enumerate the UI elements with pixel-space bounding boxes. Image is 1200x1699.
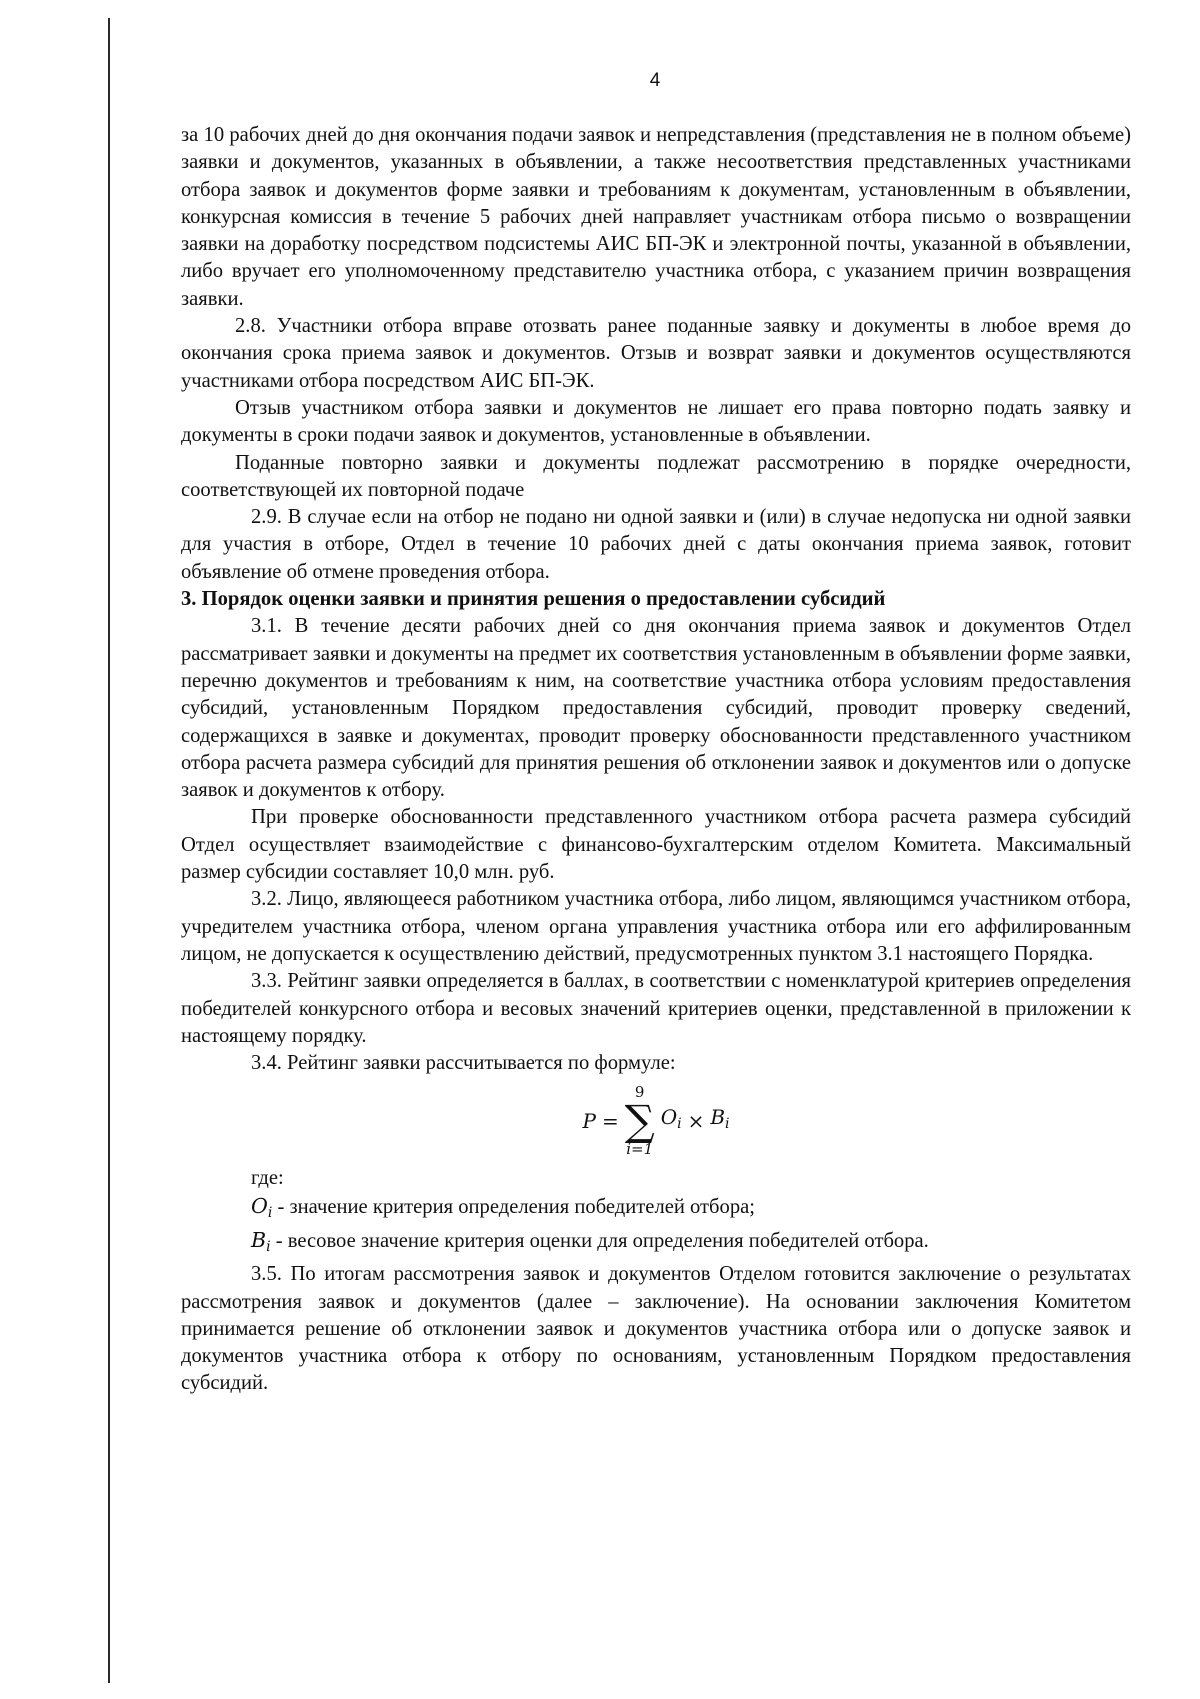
paragraph-check: При проверке обоснованности представленного участником отбора расчета размера субсидий Отдел осуществляет взаимодействие с финансово-бухгалтерским отделом Комитета. Максимальный размер субсидии составляет 10,0 млн. руб. [181,806,1131,884]
term-o-sub: i [677,1116,682,1133]
paragraph-3-4: 3.4. Рейтинг заявки рассчитывается по формуле: [251,1052,676,1075]
sum-upper-limit: 9 [634,1083,645,1102]
term-o-var: O [660,1105,678,1130]
paragraph-3-5: 3.5. По итогам рассмотрения заявок и документов Отделом готовится заключение о результатах рассмотрения заявок и документов (далее – заключение). На основании заключения Комитетом принимается решение об отклонении заявок и документов участника отбора или о допуске заявок и документов участника отбора к отбору по основаниям, установленным Порядком предоставления субсидий. [181,1263,1131,1395]
document-body [181,122,1131,1398]
formula-term-o [661,1104,682,1138]
formula-lhs: P [582,1108,596,1133]
sum-operator [625,1085,655,1157]
rating-formula [181,1077,1131,1165]
definition-o-sub: i [267,1204,273,1221]
definition-b-sub: i [266,1238,271,1255]
definition-b-text: - весовое значение критерия оценки для определения победителей отбора. [270,1229,929,1252]
paragraph-3-1: 3.1. В течение десяти рабочих дней со дня окончания приема заявок и документов Отдел рассматривает заявки и документы на предмет их соответствия установленным в объявлении форме заявки, перечню документов и требованиям к ним, на соответствие участника отбора условиям предоставления субсидий, установленным Порядком предоставления субсидий, проводит проверку сведений, содержащихся в заявке и документах, проводит проверку обоснованности представленного участником отбора расчета размера субсидий для принятия решения об отклонении заявок и документов или о допуске заявок и документов к отбору. [181,615,1131,802]
term-b-var: B [710,1105,726,1130]
formula-term-b [710,1104,729,1138]
term-b-sub: i [725,1116,730,1133]
paragraph-2-9: 2.9. В случае если на отбор не подано ни одной заявки и (или) в случае недопуска ни одной заявки для участия в отборе, Отдел в течение 10 рабочих дней с даты окончания приема заявок, готовит объявление об отмене проведения отбора. [181,506,1131,583]
section-heading: 3. Порядок оценки заявки и принятия решения о предоставлении субсидий [181,588,886,611]
formula-equals: = [601,1108,619,1133]
sigma-icon: ∑ [624,1096,655,1146]
binding-margin-line [108,18,110,1683]
definition-b [181,1227,1131,1261]
page-number: 4 [649,70,661,91]
paragraph-2-8: 2.8. Участники отбора вправе отозвать ранее поданные заявку и документы в любое время до окончания срока приема заявок и документов. Отзыв и возврат заявки и документов осуществляются участниками отбора посредством АИС БП-ЭК. [181,315,1131,392]
formula-expression [582,1085,729,1157]
definition-o [181,1193,1131,1227]
definition-o-text: - значение критерия определения победителей отбора; [272,1195,755,1218]
paragraph-3-3: 3.3. Рейтинг заявки определяется в баллах, в соответствии с номенклатурой критериев определения победителей конкурсного отбора и весовых значений критериев оценки, представленной в приложении к настоящему порядку. [181,970,1131,1047]
definition-o-var: O [251,1193,268,1218]
paragraph-resubmit: Поданные повторно заявки и документы подлежат рассмотрению в порядке очередности, соответствующей их повторной подаче [181,451,1131,501]
formula-times: × [687,1108,705,1133]
sum-lower-limit: i=1 [626,1140,654,1159]
where-label: где: [251,1167,284,1190]
paragraph-3-2: 3.2. Лицо, являющееся работником участника отбора, либо лицом, являющимся участником отбора, учредителем участника отбора, членом органа управления участника отбора или его аффилированным лицом, не допускается к осуществлению действий, предусмотренных пунктом 3.1 настоящего Порядка. [181,888,1131,965]
paragraph-continuation: за 10 рабочих дней до дня окончания подачи заявок и непредставления (представления не в полном объеме) заявки и документов, указанных в объявлении, а также несоответствия представленных участниками отбора заявок и документов форме заявки и требованиям к документам, установленным в объявлении, конкурсная комиссия в течение 5 рабочих дней направляет участникам отбора письмо о возвращении заявки на доработку посредством подсистемы АИС БП-ЭК и электронной почты, указанной в объявлении, либо вручает его уполномоченному представителю участника отбора, с указанием причин возвращения заявки. [181,124,1131,310]
paragraph-recall: Отзыв участником отбора заявки и документов не лишает его права повторно подать заявку и документы в сроки подачи заявок и документов, установленные в объявлении. [181,396,1131,447]
definition-b-var: B [251,1227,267,1252]
